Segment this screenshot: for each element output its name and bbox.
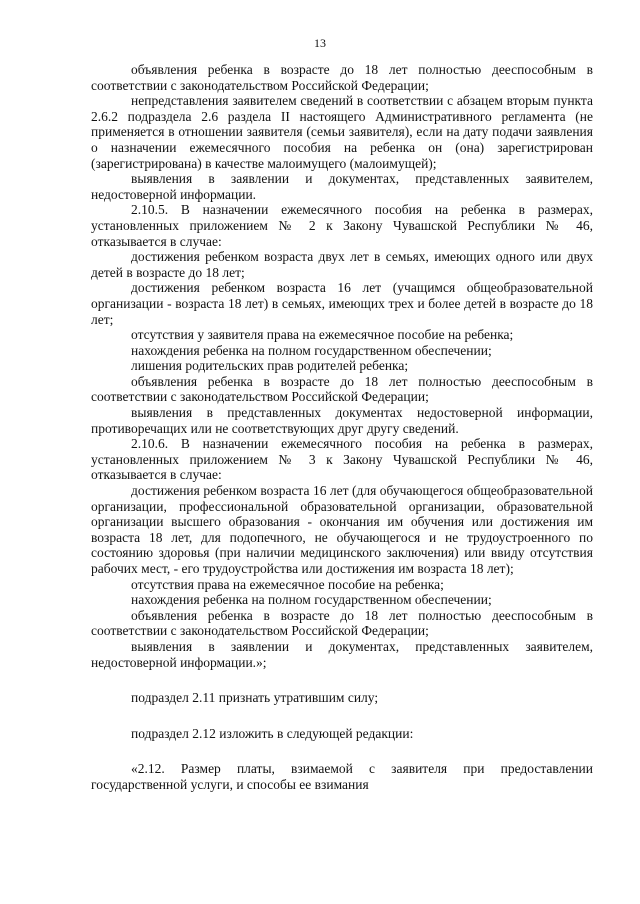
document-body xyxy=(91,62,593,793)
paragraph: нахождения ребенка на полном государственном обеспечении; xyxy=(131,342,492,358)
paragraph: подраздел 2.12 изложить в следующей редакции: xyxy=(131,725,414,741)
paragraph: объявления ребенка в возрасте до 18 лет полностью дееспособным в соответствии с законодательством Российской Федерации; xyxy=(91,607,593,639)
paragraph: нахождения ребенка на полном государственном обеспечении; xyxy=(131,592,492,608)
paragraph: «2.12. Размер платы, взимаемой с заявителя при предоставлении государственной услуги, и способы ее взимания xyxy=(91,761,593,792)
paragraph: выявления в заявлении и документах, представленных заявителем, недостоверной информации. xyxy=(91,171,593,202)
paragraph: достижения ребенком возраста двух лет в семьях, имеющих одного или двух детей в возрасте до 18 лет; xyxy=(91,249,593,280)
paragraph: достижения ребенком возраста 16 лет (учащимся общеобразовательной организации - возраста 18 лет) в семьях, имеющих трех и более детей в возрасте до 18 лет; xyxy=(91,280,593,327)
page-number: 13 xyxy=(314,36,326,50)
paragraph: достижения ребенком возраста 16 лет (для обучающегося общеобразовательной организации, профессиональной образовательной организации, образовательной организации высшего образования - окончания им обучения или достижения им возраста 18 лет, для подопечного, не обучающегося и не трудоустроенного по состоянию здоровья (при наличии медицинского заключения) или ввиду отсутствия рабочих мест, - его трудоустройства или достижения им возраста 18 лет); xyxy=(91,483,593,576)
paragraph: объявления ребенка в возрасте до 18 лет полностью дееспособным в соответствии с законодательством Российской Федерации; xyxy=(91,62,593,93)
paragraph: выявления в представленных документах недостоверной информации, противоречащих или не соответствующих друг другу сведений. xyxy=(91,405,593,436)
paragraph: отсутствия права на ежемесячное пособие на ребенка; xyxy=(131,576,444,592)
paragraph: подраздел 2.11 признать утратившим силу; xyxy=(131,690,379,706)
paragraph: лишения родительских прав родителей ребенка; xyxy=(131,358,409,374)
paragraph: отсутствия у заявителя права на ежемесячное пособие на ребенка; xyxy=(131,327,514,343)
paragraph: непредставления заявителем сведений в соответствии с абзацем вторым пункта 2.6.2 подраздела 2.6 раздела II настоящего Административного регламента (не применяется в отношении заявителя (семьи заявителя), если на дату подачи заявления о назначении ежемесячного пособия на ребенка он (она) зарегистрирован (зарегистрирована) в качестве малоимущего (малоимущей); xyxy=(91,93,593,171)
paragraph: объявления ребенка в возрасте до 18 лет полностью дееспособным в соответствии с законодательством Российской Федерации; xyxy=(91,373,593,405)
paragraph: 2.10.6. В назначении ежемесячного пособия на ребенка в размерах, установленных приложением № 3 к Закону Чувашской Республики № 46, отказывается в случае: xyxy=(91,436,593,483)
paragraph: выявления в заявлении и документах, представленных заявителем, недостоверной информации.»; xyxy=(91,638,593,670)
paragraph: 2.10.5. В назначении ежемесячного пособия на ребенка в размерах, установленных приложением № 2 к Закону Чувашской Республики № 46, отказывается в случае: xyxy=(91,202,593,249)
